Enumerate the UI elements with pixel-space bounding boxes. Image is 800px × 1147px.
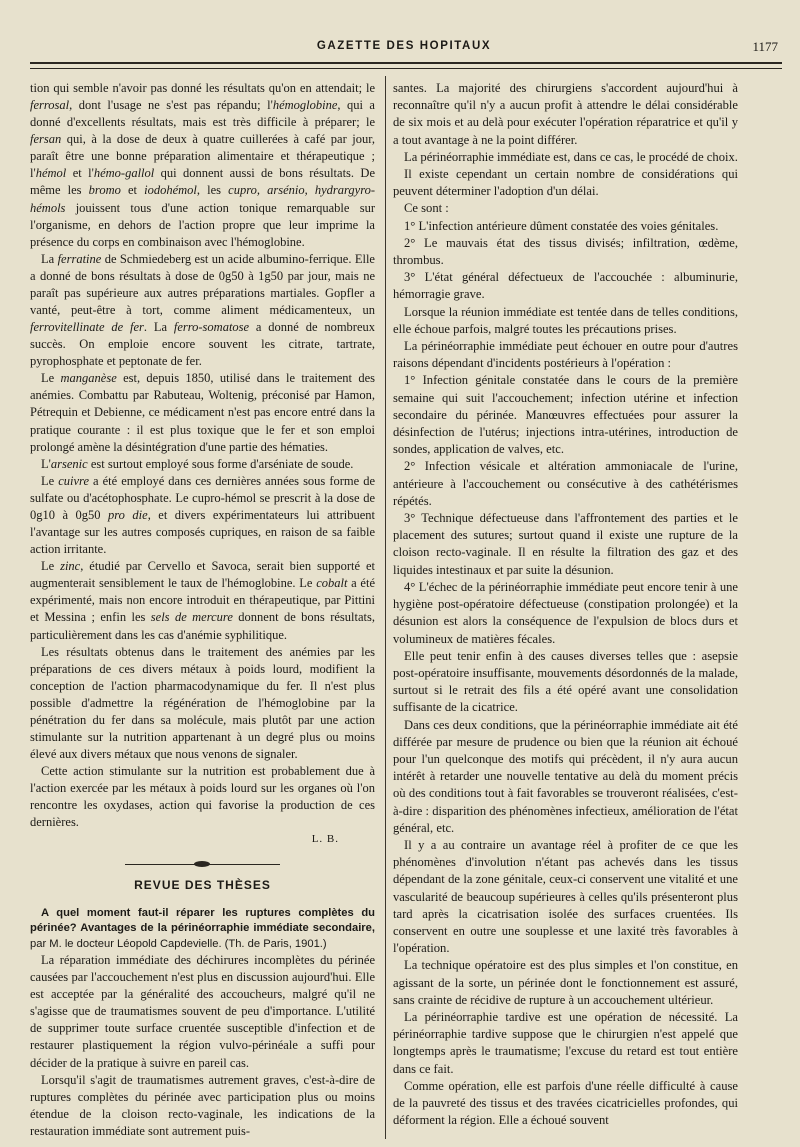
paragraph: Il existe cependant un certain nombre de considérations qui peuvent déterminer l'adoption d'un délai. xyxy=(393,167,738,199)
paragraph xyxy=(30,558,375,643)
header-rule-thin xyxy=(30,68,782,69)
thesis-review-start xyxy=(30,952,375,1140)
paragraph-text: jouissent tous d'une action tonique remarquable sur l'organisme, en dehors de l'action propre que leur imprime la présence du corps en combinaison avec l'hémoglobine. xyxy=(30,200,375,249)
paragraph: La périnéorraphie immédiate peut échouer en outre pour d'autres raisons dépendant d'incidents postérieurs à l'opération : xyxy=(393,339,738,371)
paragraph: 1° L'infection antérieure dûment constatée des voies génitales. xyxy=(404,218,719,233)
italic-term: manganèse xyxy=(60,371,117,386)
paragraph-text: . La xyxy=(143,320,174,335)
italic-term: bromo xyxy=(88,183,121,198)
paragraph-text: Cette action stimulante sur la nutrition est probablement due à l'action exercée par les métaux à poids lourd sur les organes où l'on rencontre les oxydases, action qui favorise la production de ces dernières. xyxy=(30,764,375,830)
paragraph: 1° Infection génitale constatée dans le cours de la première semaine qui suit l'accouchement; infection utérine et infection secondaire du périnée. Manœuvres effectuées pour assurer la désinfection de l'utérus; injections intra-utérines, introduction de sondes, application de valves, etc. xyxy=(393,373,738,457)
italic-term: arsenic xyxy=(50,456,88,471)
paragraph-text: L' xyxy=(41,456,51,471)
paragraph xyxy=(30,763,375,831)
paragraph-text: a donné de nombreux succès. On emploie encore souvent les citrate, tartrate, pyrophosphate et peptonate de fer. xyxy=(30,320,376,369)
left-column-article xyxy=(30,80,375,831)
signature-line xyxy=(30,831,375,848)
paragraph-text: La xyxy=(41,251,58,266)
italic-term: ferro-somatose xyxy=(173,320,250,335)
section-title: REVUE DES THÈSES xyxy=(134,877,271,892)
paragraph: La périnéorraphie tardive est une opération de nécessité. La périnéorraphie tardive suppose que le chirurgien n'est appelé que longtemps après le traumatisme; l'excuse du retard est tout entière dans ce fait. xyxy=(393,1009,738,1076)
paragraph-text: tion qui semble n'avoir pas donné les résultats qu'on en attendait; le xyxy=(30,81,375,95)
paragraph-text: Le xyxy=(41,473,59,488)
paragraph-text: qui donnent aussi de bons résultats. De même les xyxy=(30,166,375,198)
section-ornament xyxy=(30,861,375,867)
italic-term: cobalt xyxy=(316,576,348,591)
paragraph-text: , qui a donné d'excellents résultats, mais est très difficile à préparer; le xyxy=(30,98,375,130)
thesis-title: A quel moment faut-il réparer les ruptures complètes du périnée? Avantages de la périnéorraphie immédiate secondaire, xyxy=(30,906,375,935)
paragraph-text: , les xyxy=(196,183,229,198)
paragraph: Ce sont : xyxy=(404,201,449,216)
paragraph-text: est surtout employé sous forme d'arséniate de soude. xyxy=(87,456,354,471)
page-number: 1177 xyxy=(752,39,778,54)
italic-term: cuivre xyxy=(58,473,89,488)
paragraph-text: qui, à la dose de deux à quatre cuillerées à café par jour, paraît être une bonne préparation alimentaire et thérapeutique ; l' xyxy=(30,132,375,181)
right-column xyxy=(393,80,738,1129)
paragraph-text: donnent de bons résultats, particulièrement dans les cas d'anémie syphilitique. xyxy=(30,610,375,642)
paragraph: 4° L'échec de la périnéorraphie immédiate peut encore tenir à une hygiène post-opératoire défectueuse (constipation prolongée) et la désunion est alors la conséquence de l'expulsion de blocs durs et volumineux de matières fécales. xyxy=(393,579,738,646)
paragraph: 2° Infection vésicale et altération ammoniacale de l'urine, antérieure à l'accouchement ou consécutive à des cathétérismes répétés. xyxy=(393,459,738,508)
paragraph-text: et l' xyxy=(66,166,94,181)
thesis-author: par M. le docteur Léopold Capdevielle. (Th. de Paris, 1901.) xyxy=(30,937,327,950)
paragraph xyxy=(30,80,375,251)
paragraph-text: , et divers expérimentateurs lui attribuent l'avantage sur les autres composés cupriques, en raison de sa faible action irritante. xyxy=(30,507,375,557)
paragraph: 3° Technique défectueuse dans l'affrontement des parties et le placement des sutures; surtout quand il existe une rupture de la cloison recto-vaginale. Il en résulte la filtration des gaz et des liquides intestinaux et par suite la désunion. xyxy=(393,511,738,577)
italic-term: ferrovitellinate de fer xyxy=(30,320,144,335)
italic-term: hémol xyxy=(35,166,67,181)
paragraph-text: et xyxy=(120,183,145,198)
paragraph-text: Le xyxy=(41,559,61,574)
paragraph: Elle peut tenir enfin à des causes diverses telles que : asepsie post-opératoire insuffisante, mouvements désordonnés de la malade, surtout si le retrait des fils a été opéré avant une consolidation suffisante de la cicatrice. xyxy=(393,648,738,715)
paragraph xyxy=(30,456,375,473)
header-rule-thick xyxy=(30,62,782,64)
paragraph xyxy=(30,251,375,371)
paragraph: 3° L'état général défectueux de l'accouchée : albuminurie, hémorragie grave. xyxy=(393,270,738,302)
paragraph-text: Les résultats obtenus dans le traitement des anémies par les préparations de ces divers métaux à poids lourd, modifient la conception de l'action pharmacodynamique du fer. Il n'est plus possible d'admettre la régénération de l'hémoglobine par la pénétration du fer dans sa molécule, mais plutôt par une action stimulante sur la nutrition appartenant à un degré plus ou moins élevé aux divers métaux que nous venons de signaler. xyxy=(30,644,375,762)
paragraph: 2° Le mauvais état des tissus divisés; infiltration, œdème, thrombus. xyxy=(393,235,738,268)
journal-title: GAZETTE DES HOPITAUX xyxy=(316,40,492,52)
italic-term: ferrosal xyxy=(30,98,70,113)
italic-term: sels de mercure xyxy=(150,610,233,625)
italic-term: hémoglobine xyxy=(272,98,338,113)
italic-term: iodohémol xyxy=(144,183,197,198)
paragraph: Il y a au contraire un avantage réel à profiter de ce que les phénomènes d'involution n'étant pas achevés dans les tissus dépendant de la zone génitale, ceux-ci conservent une vitalité et une vascularité de beaucoup supérieures à celles qu'ils présenteront plus tard après la cicatrisation isolée des surfaces cruentées. Ils conservent en outre une souplesse et une laxité très favorables à l'opération. xyxy=(393,837,738,956)
italic-term: fersan xyxy=(30,132,62,147)
paragraph: Lorsqu'il s'agit de traumatismes autrement graves, c'est-à-dire de ruptures complètes du périnée avec participation plus ou moins étendue de la cloison recto-vaginale, les indications de la restauration immédiate sont autrement puis- xyxy=(30,1072,375,1138)
paragraph xyxy=(30,644,375,764)
paragraph: La périnéorraphie immédiate est, dans ce cas, le procédé de choix. xyxy=(404,149,738,164)
paragraph: La réparation immédiate des déchirures incomplètes du périnée causées par l'accouchement n'est plus en discussion aujourd'hui. Elle est acceptée par la généralité des accoucheurs, malgré qu'il ne s'agisse que de traumatismes souvent de peu d'importance. L'utilité de supprimer toute surface cruentée susceptible d'infection et de restaurer plastiquement la région vulvo-périnéale a suffi pour décider de la pratique à suivre en pareil cas. xyxy=(30,953,375,1070)
left-column xyxy=(30,80,375,1140)
column-divider xyxy=(385,76,386,1139)
thesis-heading xyxy=(30,906,375,953)
italic-term: pro die xyxy=(108,507,148,522)
paragraph-text: a été expérimenté, mais non encore introduit en thérapeutique, par Pittini et Messina ; enfin les xyxy=(30,576,375,625)
italic-term: ferratine xyxy=(57,251,102,266)
italic-term: zinc xyxy=(60,559,81,574)
paragraph-text: de Schmiedeberg est un acide albumino-ferrique. Elle a donné de bons résultats à dose de 0g50 à 1g50 par jour, mais ne paraît pas supérieure aux autres préparations martiales. Gopfler a vanté, peut-être à tort, comme aliment médicamenteux, un xyxy=(30,251,375,318)
paragraph-text: , dont l'usage ne s'est pas répandu; l' xyxy=(69,98,273,113)
paragraph-text: est, depuis 1850, utilisé dans le traitement des anémies. Combattu par Rabuteau, Woltenig, préconisé par Hamon, Pétrequin et Debienne, ce médicament n'est pas encore entré dans la pratique courante : il est plus toxique que le fer et son emploi prolongé amène la désintégration d'une partie des hématies. xyxy=(30,371,375,454)
italic-term: hémo-gallol xyxy=(93,166,155,181)
paragraph-text: a été employé dans ces dernières années sous forme de sulfate ou d'acétophosphate. Le cupro-hémol se prescrit à la dose de 0g10 à 0g50 xyxy=(30,473,375,522)
article-signature: L. B. xyxy=(311,833,339,846)
paragraph: santes. La majorité des chirurgiens s'accordent aujourd'hui à reconnaître qu'il n'y a aucun profit à attendre le délai considérable de six mois et au delà pour exécuter l'opération réparatrice et qu'il y a tout avantage à ne la point différer. xyxy=(393,81,738,147)
paragraph: Lorsque la réunion immédiate est tentée dans de telles conditions, elle échoue parfois, malgré toutes les précautions prises. xyxy=(393,304,738,336)
paragraph: Comme opération, elle est parfois d'une réelle difficulté à cause de la pauvreté des tissus et des travées cicatricielles profondes, qui déforment la région. Elle a échoué souvent xyxy=(393,1078,738,1128)
paragraph: Dans ces deux conditions, que la périnéorraphie immédiate ait été différée par mesure de prudence ou bien que la réunion ait échoué pour l'un quelconque des motifs qui précèdent, il n'y aura aucun intérêt à retarder une nouvelle tentative au delà du moment précis où des conditions tout à fait favorables se trouveront réalisées, c'est-à-dire : disparition des phénomènes infectieux, amélioration de l'état général, etc. xyxy=(393,717,738,835)
italic-term: cupro, arsénio, hydrargyro-hémols xyxy=(30,183,376,215)
paragraph-text: Le xyxy=(41,371,61,386)
paragraph-text: , étudié par Cervello et Savoca, serait bien supporté et augmenterait sensiblement le taux de l'hémoglobine. Le xyxy=(30,559,375,591)
paragraph xyxy=(30,473,375,558)
paragraph xyxy=(30,370,375,455)
paragraph: La technique opératoire est des plus simples et l'on constitue, en agissant de la sorte, un périnée dont le fonctionnement est assuré, sans crainte de récidive de rupture à un accouchement ultérieur. xyxy=(393,958,738,1007)
